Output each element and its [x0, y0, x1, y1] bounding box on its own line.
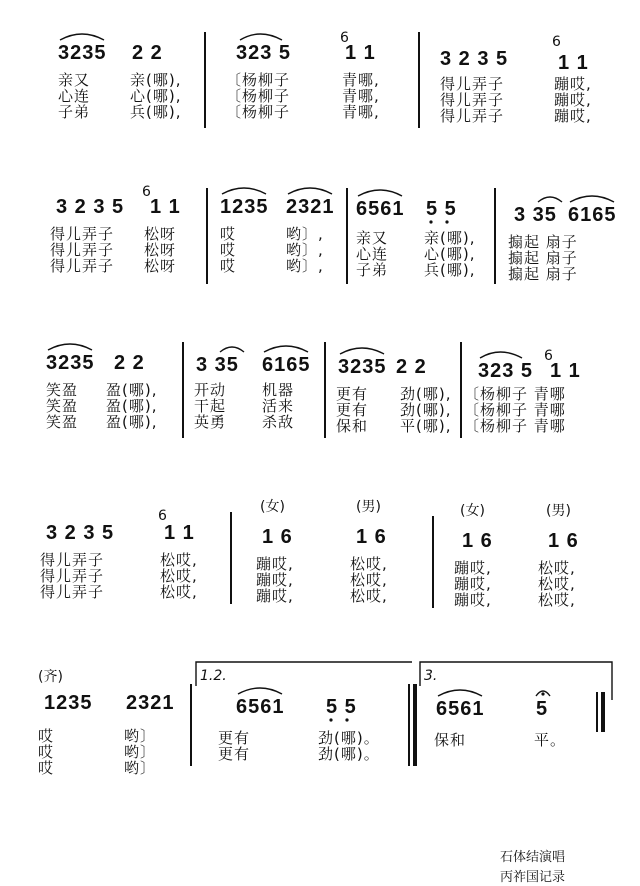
role-female: (女) — [460, 503, 485, 519]
lyric-line: 英勇 — [194, 413, 227, 431]
slur — [222, 188, 266, 194]
grace-note: 6 — [142, 184, 151, 200]
lyric-line: 保和 — [434, 731, 467, 749]
lyric-line: 得儿弄子 — [440, 107, 505, 125]
lyric-line: 哟〕, — [286, 225, 324, 243]
volta-bracket-3 — [420, 662, 612, 700]
lyric-line: 亲(哪), — [424, 229, 476, 247]
lyric-line: 松哎, — [538, 575, 576, 593]
notes-1-1: 1 1 — [150, 196, 181, 218]
notes-3-35: 3 35 — [196, 354, 239, 376]
notes-1-6: 1 6 — [462, 530, 493, 552]
lyric-line: 松哎, — [160, 551, 198, 569]
slur — [570, 196, 614, 202]
notes-5-5: 5 5 — [326, 696, 357, 718]
lyric-line: 子弟 — [356, 261, 389, 279]
lyric-line: 得儿弄子 — [440, 91, 505, 109]
lyric-line: 平。 — [534, 731, 567, 749]
lyric-line: 蹦哎, — [454, 559, 492, 577]
slur — [238, 688, 282, 694]
lyric-line: 得儿弄子 — [50, 225, 115, 243]
lyric-line: 平(哪), — [400, 417, 452, 435]
lyric-line: 松哎, — [538, 591, 576, 609]
lyric-line: 蹦哎, — [554, 91, 592, 109]
lyric-line: 开动 — [194, 381, 227, 399]
lyric-line: 松呀 — [144, 225, 177, 243]
notes-1-1: 1 1 — [558, 52, 589, 74]
lyric-line: 心连 — [356, 245, 389, 263]
slur — [48, 344, 92, 350]
lyric-line: 哟〕 — [124, 743, 157, 761]
role-female: (女) — [260, 499, 285, 515]
dot — [329, 718, 332, 721]
lyric-line: 哎 — [220, 241, 237, 259]
lyric-line: 得儿弄子 — [40, 567, 105, 585]
lyric-line: 兵(哪), — [424, 261, 476, 279]
dot — [445, 220, 448, 223]
role-all: (齐) — [38, 669, 63, 685]
notes-3-2-3-5: 3 2 3 5 — [56, 196, 125, 218]
slur — [480, 352, 522, 358]
notes-3-2-3-5: 3 2 3 5 — [440, 48, 509, 70]
notes-1-1: 1 1 — [550, 360, 581, 382]
lyric-line: 笑盈 — [46, 381, 79, 399]
lyric-line: 机器 — [262, 381, 295, 399]
notes-3235: 3235 — [338, 356, 387, 378]
lyric-line: 〔杨柳子 — [226, 103, 291, 121]
grace-note: 6 — [544, 348, 553, 364]
lyric-line: 哟〕, — [286, 241, 324, 259]
volta-1-2-label: 1.2. — [200, 668, 227, 684]
notes-1-1: 1 1 — [164, 522, 195, 544]
notes-5-5: 5 5 — [426, 198, 457, 220]
credit-transcriber: 丙祚国记录 — [500, 870, 566, 885]
lyric-line: 亲(哪), — [130, 71, 182, 89]
role-male: (男) — [546, 503, 571, 519]
lyric-line: 蹦哎, — [454, 591, 492, 609]
notes-1-6: 1 6 — [262, 526, 293, 548]
lyric-line: 盈(哪), — [106, 397, 158, 415]
lyric-line: 青哪, — [342, 71, 380, 89]
lyric-line: 松哎, — [350, 587, 388, 605]
lyric-line: 哎 — [38, 727, 55, 745]
lyric-line: 青哪, — [342, 103, 380, 121]
lyric-line: 蹦哎, — [256, 587, 294, 605]
slur — [340, 348, 384, 354]
notes-6165: 6165 — [262, 354, 311, 376]
notes-323-5: 323 5 — [478, 360, 534, 382]
notes-3235: 3235 — [46, 352, 95, 374]
notes-6561: 6561 — [236, 696, 285, 718]
notes-3-35: 3 35 — [514, 204, 557, 226]
lyric-line: 干起 — [194, 397, 227, 415]
lyric-line: 搧起 扇子 — [508, 233, 578, 251]
notes-1-6: 1 6 — [356, 526, 387, 548]
lyric-line: 〔杨柳子 青哪 — [464, 401, 566, 419]
lyric-line: 松呀 — [144, 241, 177, 259]
role-male: (男) — [356, 499, 381, 515]
lyric-line: 盈(哪), — [106, 413, 158, 431]
slur — [240, 34, 282, 40]
lyric-line: 保和 — [336, 417, 369, 435]
notes-1235: 1235 — [44, 692, 93, 714]
lyric-line: 哟〕, — [286, 257, 324, 275]
lyric-line: 蹦哎, — [554, 75, 592, 93]
lyric-line: 子弟 — [58, 103, 91, 121]
slur — [538, 197, 562, 202]
lyric-line: 蹦哎, — [256, 555, 294, 573]
lyric-line: 搧起 扇子 — [508, 249, 578, 267]
notes-6561: 6561 — [436, 698, 485, 720]
lyric-line: 亲又 — [356, 229, 389, 247]
lyric-line: 活来 — [262, 397, 295, 415]
notes-1-1: 1 1 — [345, 42, 376, 64]
lyric-line: 心(哪), — [424, 245, 476, 263]
lyric-line: 亲又 — [58, 71, 91, 89]
lyric-line: 心(哪), — [130, 87, 182, 105]
lyric-line: 劲(哪)。 — [318, 745, 380, 763]
lyric-line: 松呀 — [144, 257, 177, 275]
slur — [358, 190, 402, 196]
lyric-line: 兵(哪), — [130, 103, 182, 121]
grace-note: 6 — [552, 34, 561, 50]
lyric-line: 更有 — [218, 729, 251, 747]
slur — [264, 346, 308, 352]
volta-3-label: 3. — [424, 668, 438, 684]
lyric-line: 笑盈 — [46, 413, 79, 431]
grace-note: 6 — [340, 30, 349, 46]
lyric-line: 松哎, — [160, 583, 198, 601]
notes-6165: 6165 — [568, 204, 617, 226]
notes-2321: 2321 — [286, 196, 335, 218]
lyric-line: 杀敌 — [262, 413, 295, 431]
slur — [220, 347, 244, 352]
lyric-line: 劲(哪)。 — [318, 729, 380, 747]
lyric-line: 笑盈 — [46, 397, 79, 415]
lyric-line: 哎 — [220, 257, 237, 275]
lyric-line: 哟〕 — [124, 759, 157, 777]
volta-bracket-1-2 — [196, 662, 412, 686]
slur — [288, 188, 332, 194]
lyric-line: 心连 — [58, 87, 91, 105]
lyric-line: 得儿弄子 — [50, 241, 115, 259]
lyric-line: 得儿弄子 — [50, 257, 115, 275]
lyric-line: 哎 — [38, 759, 55, 777]
notes-323-5: 323 5 — [236, 42, 292, 64]
notes-3235: 3235 — [58, 42, 107, 64]
lyric-line: 得儿弄子 — [440, 75, 505, 93]
lyric-line: 更有 — [218, 745, 251, 763]
lyric-line: 蹦哎, — [454, 575, 492, 593]
lyric-line: 得儿弄子 — [40, 551, 105, 569]
lyric-line: 劲(哪), — [400, 385, 452, 403]
lyric-line: 劲(哪), — [400, 401, 452, 419]
lyric-line: 哎 — [220, 225, 237, 243]
lyric-line: 〔杨柳子 — [226, 71, 291, 89]
notes-2-2: 2 2 — [114, 352, 145, 374]
lyric-line: 松哎, — [538, 559, 576, 577]
lyric-line: 青哪, — [342, 87, 380, 105]
slur — [438, 690, 482, 696]
lyric-line: 松哎, — [350, 555, 388, 573]
slur — [60, 34, 104, 40]
lyric-line: 哟〕 — [124, 727, 157, 745]
credit-singer: 石体结演唱 — [500, 850, 566, 865]
lyric-line: 得儿弄子 — [40, 583, 105, 601]
notes-1-6: 1 6 — [548, 530, 579, 552]
lyric-line: 〔杨柳子 青哪 — [464, 417, 566, 435]
lyric-line: 〔杨柳子 — [226, 87, 291, 105]
lyric-line: 搧起 扇子 — [508, 265, 578, 283]
lyric-line: 哎 — [38, 743, 55, 761]
notes-6561: 6561 — [356, 198, 405, 220]
lyric-line: 松哎, — [160, 567, 198, 585]
lyric-line: 蹦哎, — [256, 571, 294, 589]
dot — [345, 718, 348, 721]
notes-1235: 1235 — [220, 196, 269, 218]
lyric-line: 蹦哎, — [554, 107, 592, 125]
notes-3-2-3-5: 3 2 3 5 — [46, 522, 115, 544]
lyric-line: 盈(哪), — [106, 381, 158, 399]
dot — [429, 220, 432, 223]
notes-2321: 2321 — [126, 692, 175, 714]
lyric-line: 〔杨柳子 青哪 — [464, 385, 566, 403]
notes-2-2: 2 2 — [132, 42, 163, 64]
fermata-dot — [541, 692, 544, 695]
notes-5: 5 — [536, 698, 549, 720]
lyric-line: 松哎, — [350, 571, 388, 589]
lyric-line: 更有 — [336, 401, 369, 419]
lyric-line: 更有 — [336, 385, 369, 403]
notes-2-2: 2 2 — [396, 356, 427, 378]
grace-note: 6 — [158, 508, 167, 524]
